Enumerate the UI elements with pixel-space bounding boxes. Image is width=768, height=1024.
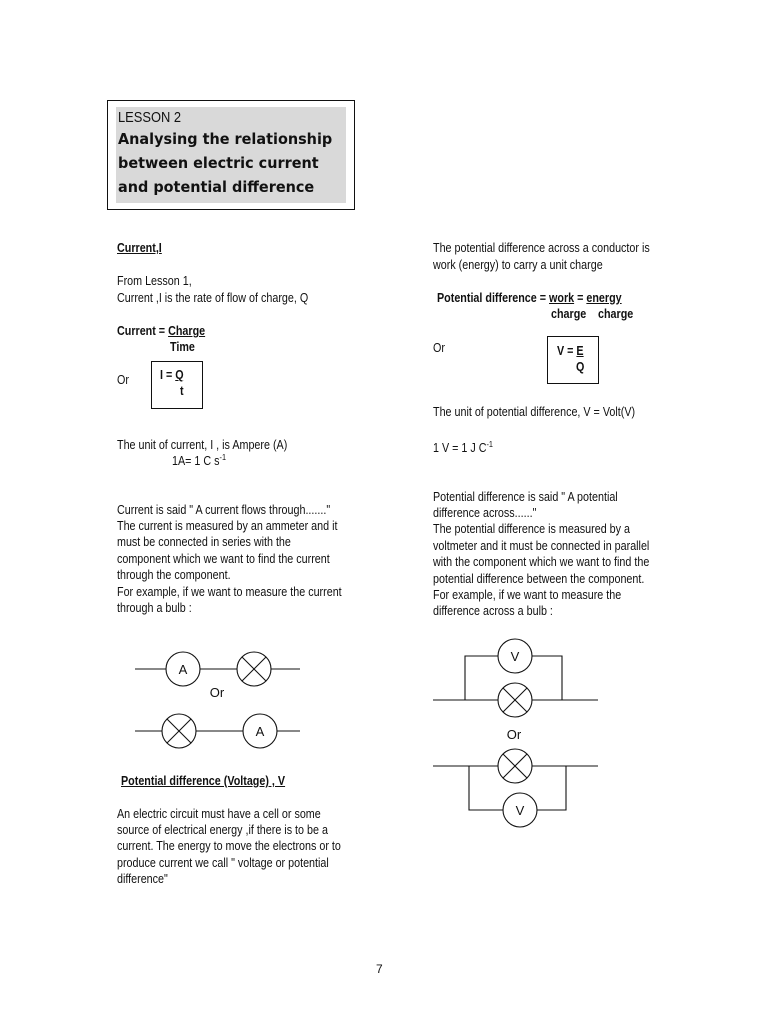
- pd-word-equals: =: [574, 291, 587, 305]
- heading-potential-difference: Potential difference (Voltage) , V: [121, 774, 286, 788]
- pd-symbol-numerator: E: [576, 344, 584, 358]
- pd-measure-line-5: with the component which we want to find the: [433, 555, 650, 569]
- current-unit-base: 1A= 1 C s: [172, 454, 220, 468]
- pd-symbol-denominator: Q: [576, 360, 585, 374]
- current-measure-line-6: For example, if we want to measure the current: [117, 585, 342, 599]
- pd-measure-line-4: voltmeter and it must be connected in parallel: [433, 539, 650, 553]
- series-or-label: Or: [209, 685, 225, 700]
- current-symbol-denominator: t: [180, 384, 184, 398]
- ammeter-label-2: A: [255, 724, 265, 739]
- pd-intro-line-2: work (energy) to carry a unit charge: [433, 258, 603, 272]
- current-equation-lhs: Current =: [117, 324, 169, 338]
- current-unit-text: The unit of current, I , is Ampere (A): [117, 438, 288, 452]
- pd-word-work: work: [549, 291, 575, 305]
- pd-intro-line-1: The potential difference across a conductor is: [433, 241, 650, 255]
- current-definition-text: Current ,I is the rate of flow of charge, Q: [117, 291, 309, 305]
- current-unit-exponent: -1: [219, 452, 227, 462]
- pd-paragraph-line-1: An electric circuit must have a cell or some: [117, 807, 321, 821]
- pd-word-denominator-1: charge: [551, 307, 587, 321]
- current-equation-numerator: Charge: [168, 324, 206, 338]
- pd-measure-line-7: For example, if we want to measure the: [433, 588, 622, 602]
- current-measure-line-7: through a bulb :: [117, 601, 192, 615]
- or-label-current: Or: [117, 373, 129, 387]
- voltmeter-label-1: V: [510, 649, 520, 664]
- current-measure-line-3: must be connected in series with the: [117, 535, 291, 549]
- current-symbol-numerator: Q: [175, 368, 184, 382]
- pd-paragraph-line-5: difference": [117, 872, 168, 886]
- current-symbol-lhs: I =: [160, 368, 176, 382]
- from-lesson-text: From Lesson 1,: [117, 274, 192, 288]
- pd-unit-exponent: -1: [486, 439, 493, 449]
- lesson-title-line-3: and potential difference: [118, 178, 315, 196]
- page-number: 7: [376, 962, 383, 976]
- lesson-number: LESSON 2: [118, 109, 182, 126]
- current-equation-denominator: Time: [170, 340, 195, 354]
- heading-current: Current,I: [117, 241, 162, 255]
- pd-word-denominator-2: charge: [598, 307, 634, 321]
- pd-unit-text: The unit of potential difference, V = Volt(V): [433, 405, 636, 419]
- or-label-pd: Or: [433, 341, 445, 355]
- pd-word-lhs: Potential difference =: [437, 291, 550, 305]
- current-measure-line-4: component which we want to find the current: [117, 552, 330, 566]
- pd-paragraph-line-4: produce current we call " voltage or potential: [117, 856, 329, 870]
- pd-paragraph-line-2: source of electrical energy ,if there is to be a: [117, 823, 328, 837]
- pd-measure-line-1: Potential difference is said " A potential: [433, 490, 618, 504]
- lesson-title-line-2: between electric current: [118, 154, 319, 172]
- pd-measure-line-8: difference across a bulb :: [433, 604, 553, 618]
- current-measure-line-1: Current is said " A current flows through.......": [117, 503, 331, 517]
- pd-measure-line-2: difference across......": [433, 506, 537, 520]
- pd-measure-line-6: potential difference between the component.: [433, 572, 645, 586]
- current-measure-line-2: The current is measured by an ammeter and it: [117, 519, 338, 533]
- ammeter-label-1: A: [178, 662, 188, 677]
- pd-unit-base: 1 V = 1 J C: [433, 441, 487, 455]
- lesson-title-line-1: Analysing the relationship: [118, 130, 333, 148]
- voltmeter-label-2: V: [515, 803, 525, 818]
- parallel-or-label: Or: [506, 727, 522, 742]
- pd-symbol-lhs: V =: [557, 344, 577, 358]
- pd-word-energy: energy: [586, 291, 622, 305]
- current-measure-line-5: through the component.: [117, 568, 231, 582]
- pd-measure-line-3: The potential difference is measured by a: [433, 522, 631, 536]
- pd-paragraph-line-3: current. The energy to move the electrons or to: [117, 839, 341, 853]
